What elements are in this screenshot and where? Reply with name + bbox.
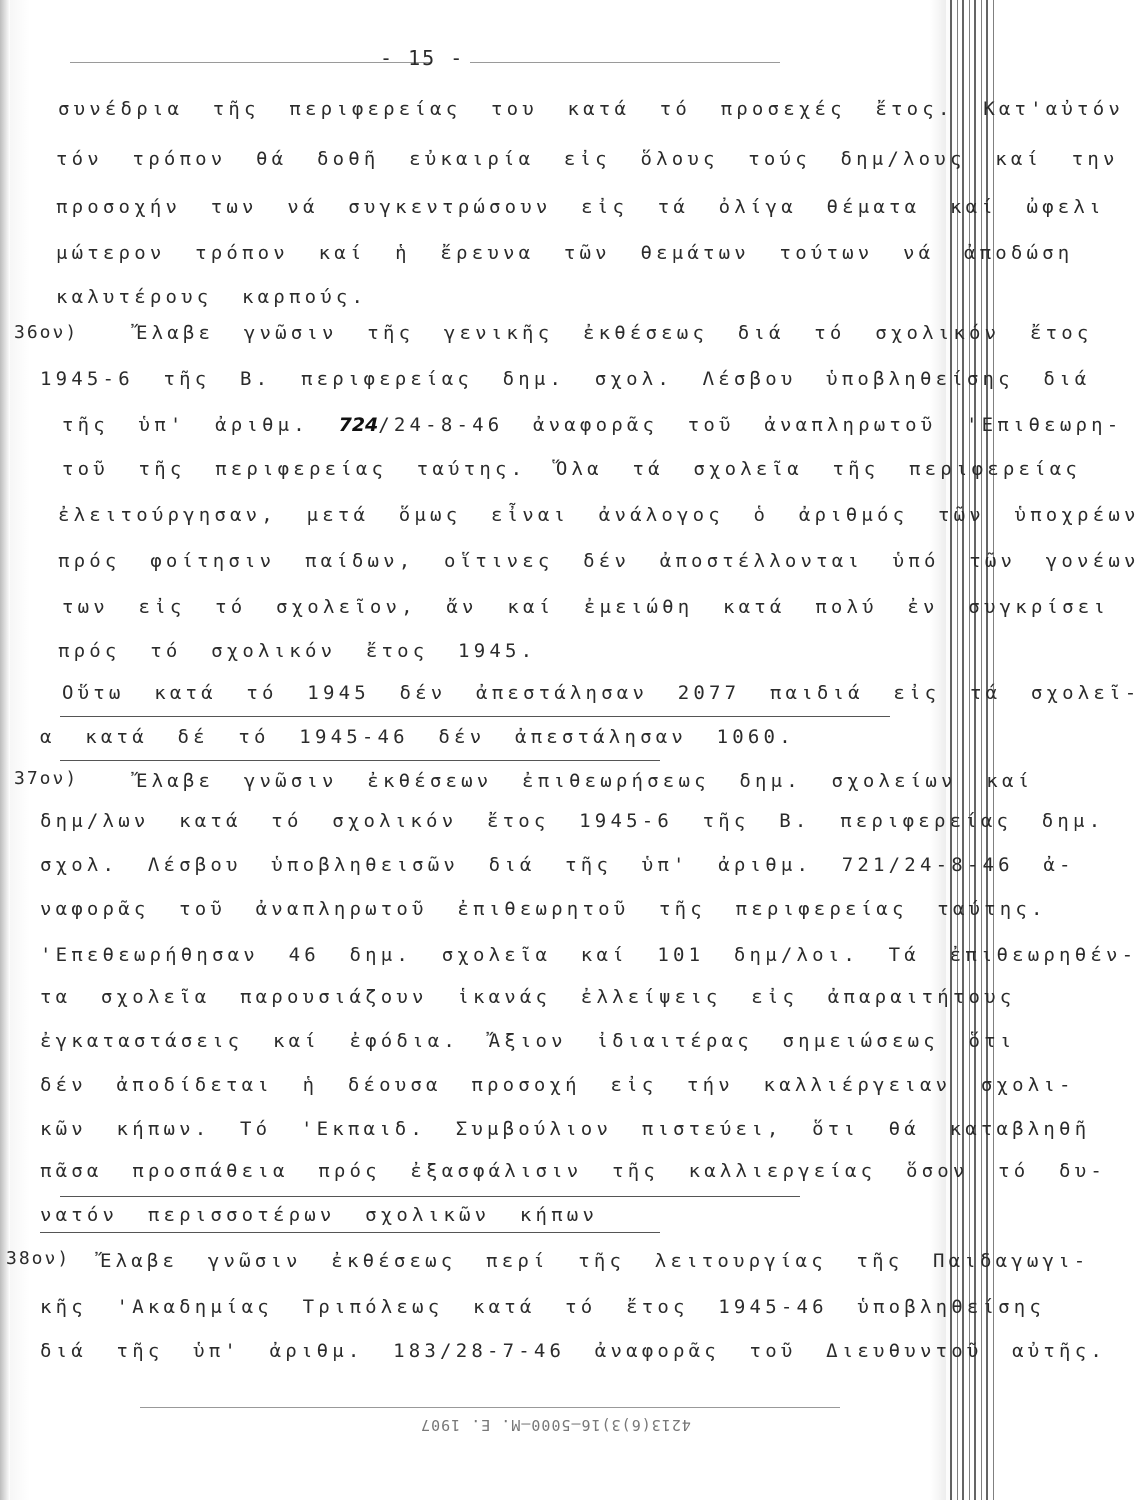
paragraph-marker-37: 37ον)	[14, 768, 79, 789]
printer-imprint: 4213(6)3)16—5000—Μ. Ε. 1907	[420, 1416, 691, 1434]
text-line: των εἰς τό σχολεῖον, ἄν καί ἐμειώθη κατά πολύ ἐν συγκρίσει	[62, 596, 1110, 618]
text-line: δέν ἀποδίδεται ἡ δέουσα προσοχή εἰς τήν καλλιέργειαν σχολι-	[40, 1074, 1075, 1096]
text-line: σχολ. Λέσβου ὑποβληθεισῶν διά τῆς ὑπ' ἀριθμ. 721/24-8-46 ἀ-	[40, 854, 1075, 876]
header-rule-left	[70, 62, 430, 63]
text-line: κῶν κήπων. Τό 'Εκπαιδ. Συμβούλιον πιστεύει, ὅτι θά καταβληθῆ	[40, 1118, 1091, 1140]
text-line: ναφορᾶς τοῦ ἀναπληρωτοῦ ἐπιθεωρητοῦ τῆς περιφερείας ταύτης.	[40, 898, 1047, 920]
text-line: Οὕτω κατά τό 1945 δέν ἀπεστάλησαν 2077 παιδιά εἰς τά σχολεῖ-	[62, 682, 1140, 704]
separator-rule	[60, 1196, 800, 1197]
text-line: ἐγκαταστάσεις καί ἐφόδια. Ἄξιον ἰδιαιτέρας σημειώσεως ὅτι	[40, 1030, 1016, 1052]
footer-rule	[140, 1407, 840, 1408]
text-line: κῆς 'Ακαδημίας Τριπόλεως κατά τό ἔτος 1945-46 ὑποβληθείσης	[40, 1296, 1046, 1318]
text-line: διά τῆς ὑπ' ἀριθμ. 183/28-7-46 ἀναφορᾶς τοῦ Διευθυντοῦ αὐτῆς.	[40, 1340, 1106, 1362]
header-rule-right	[470, 62, 780, 63]
binding-edge	[946, 0, 996, 1500]
text-line: τοῦ τῆς περιφερείας ταύτης. Ὅλα τά σχολεῖα τῆς περιφερείας	[62, 458, 1082, 480]
separator-rule	[60, 716, 890, 717]
paragraph-marker-38: 38ον)	[6, 1248, 71, 1269]
text-line: πᾶσα προσπάθεια πρός ἐξασφάλισιν τῆς καλλιεργείας ὅσον τό δυ-	[40, 1160, 1106, 1182]
text-line: ἐλειτούργησαν, μετά ὅμως εἶναι ἀνάλογος ὁ ἀριθμός τῶν ὑποχρέων	[58, 504, 1140, 526]
text-line: 1945-6 τῆς Β. περιφερείας δημ. σχολ. Λέσβου ὑποβληθείσης διά	[40, 368, 1091, 390]
text-fragment: /24-8-46 ἀναφορᾶς τοῦ ἀναπληρωτοῦ 'Επιθεωρη-	[378, 414, 1123, 436]
text-line: μώτερον τρόπον καί ἡ ἔρευνα τῶν θεμάτων τούτων νά ἀποδώση	[56, 242, 1074, 264]
text-line	[62, 414, 1122, 436]
separator-rule	[60, 760, 660, 761]
handwritten-number: 724	[338, 414, 379, 436]
text-line: α κατά δέ τό 1945-46 δέν ἀπεστάλησαν 1060.	[40, 726, 795, 748]
paragraph-marker-36: 36ον)	[14, 322, 79, 343]
page-number: - 15 -	[380, 46, 465, 70]
separator-rule	[40, 1232, 660, 1233]
text-line: τα σχολεῖα παρουσιάζουν ἱκανάς ἐλλείψεις εἰς ἀπαραιτήτους	[40, 986, 1016, 1008]
text-line: καλυτέρους καρπούς.	[56, 286, 368, 308]
text-line: συνέδρια τῆς περιφερείας του κατά τό προσεχές ἔτος. Κατ'αὐτόν	[58, 98, 1124, 120]
text-line: τόν τρόπον θά δοθῆ εὐκαιρία εἰς ὅλους τούς δημ/λους καί την	[56, 148, 1119, 170]
text-line: προσοχήν των νά συγκεντρώσουν εἰς τά ὀλίγα θέματα καί ὠφελι	[56, 196, 1105, 218]
text-line: Ἔλαβε γνῶσιν τῆς γενικῆς ἐκθέσεως διά τό σχολικόν ἔτος	[136, 322, 1093, 344]
text-line: νατόν περισσοτέρων σχολικῶν κήπων	[40, 1204, 599, 1226]
page-left-shadow	[0, 0, 10, 1500]
text-line: Ἔλαβε γνῶσιν ἐκθέσεων ἐπιθεωρήσεως δημ. σχολείων καί	[136, 770, 1034, 792]
text-fragment: τῆς ὑπ' ἀριθμ.	[62, 414, 339, 436]
text-line: 'Επεθεωρήθησαν 46 δημ. σχολεῖα καί 101 δημ/λοι. Τά ἐπιθεωρηθέν-	[40, 944, 1138, 966]
text-line: Ἔλαβε γνῶσιν ἐκθέσεως περί τῆς λειτουργίας τῆς Παιδαγωγι-	[100, 1250, 1090, 1272]
text-line: δημ/λων κατά τό σχολικόν ἔτος 1945-6 τῆς Β. περιφερείας δημ.	[40, 810, 1105, 832]
text-line: πρός φοίτησιν παίδων, οἵτινες δέν ἀποστέλλονται ὑπό τῶν γονέων	[58, 550, 1140, 572]
text-line: πρός τό σχολικόν ἔτος 1945.	[58, 640, 537, 662]
